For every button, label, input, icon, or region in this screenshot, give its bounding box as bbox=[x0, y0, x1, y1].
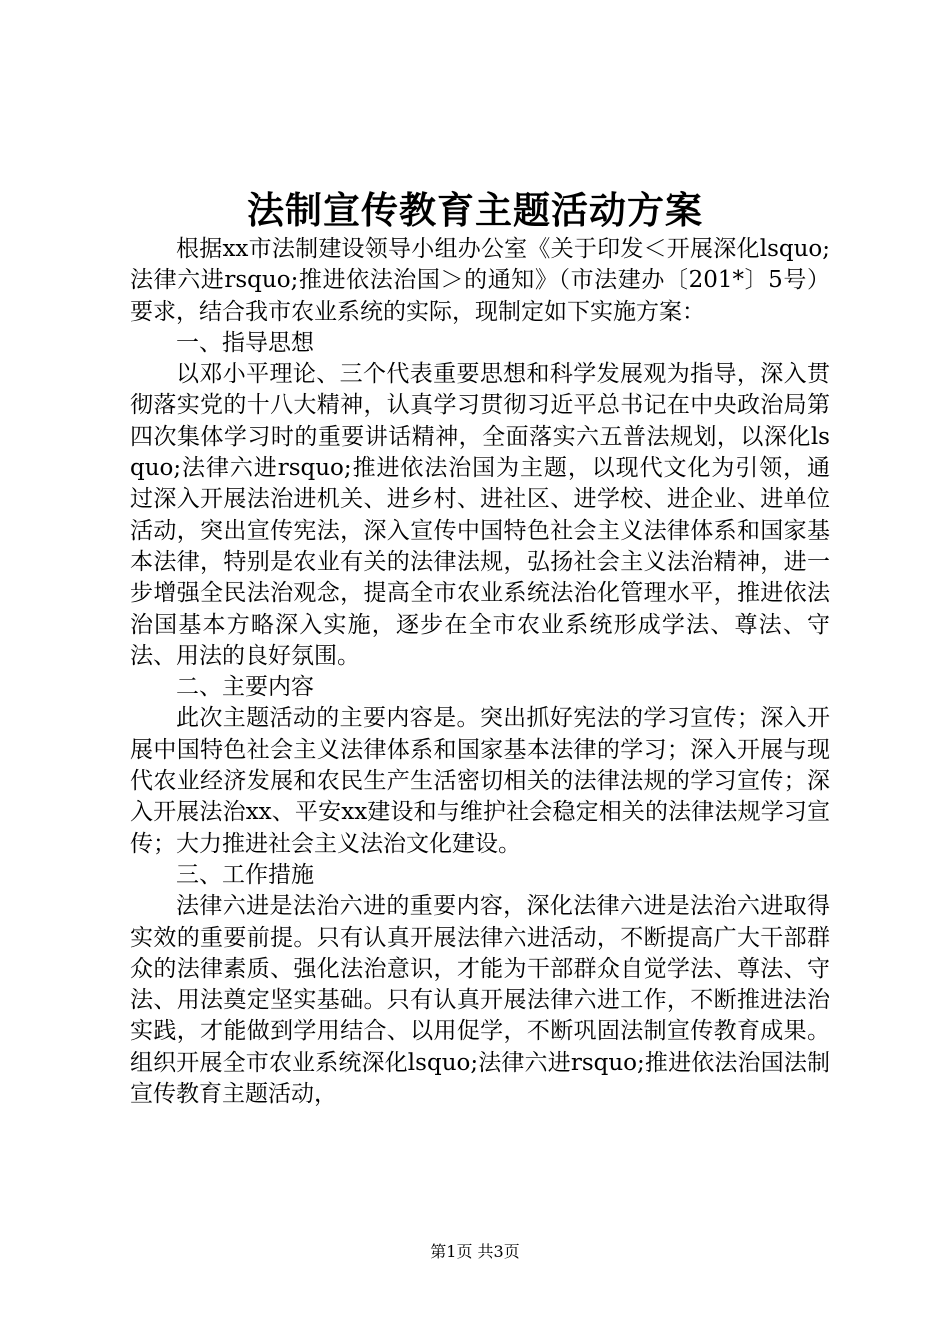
document-title: 法制宣传教育主题活动方案 bbox=[247, 188, 703, 232]
section-text-guiding-ideology: 以邓小平理论、三个代表重要思想和科学发展观为指导，深入贯彻落实党的十八大精神，认真学习贯彻习近平总书记在中央政治局第四次集体学习时的重要讲话精神，全面落实六五普法规划，以深化lsquo;法律六进rsquo;推进依法治国为主题，以现代文化为引领，通过深入开展法治进机关、进乡村、进社区、进学校、进企业、进单位活动，突出宣传宪法，深入宣传中国特色社会主义法律体系和国家基本法律，特别是农业有关的法律法规，弘扬社会主义法治精神，进一步增强全民法治观念，提高全市农业系统法治化管理水平，推进依法治国基本方略深入实施，逐步在全市农业系统形成学法、尊法、守法、用法的良好氛围。 bbox=[130, 361, 830, 669]
section-heading-guiding-ideology: 一、指导思想 bbox=[176, 329, 314, 356]
document-body bbox=[130, 234, 830, 1110]
section-text-work-measures: 法律六进是法治六进的重要内容，深化法律六进是法治六进取得实效的重要前提。只有认真开展法律六进活动，不断提高广大干部群众的法律素质、强化法治意识，才能为干部群众自觉学法、尊法、守法、用法奠定坚实基础。只有认真开展法律六进工作，不断推进法治实践，才能做到学用结合、以用促学，不断巩固法制宣传教育成果。组织开展全市农业系统深化lsquo;法律六进rsquo;推进依法治国法制宣传教育主题活动， bbox=[130, 893, 830, 1108]
section-heading-main-content: 二、主要内容 bbox=[176, 674, 314, 701]
intro-paragraph: 根据xx市法制建设领导小组办公室《关于印发＜开展深化lsquo;法律六进rsquo;推进依法治国＞的通知》（市法建办〔201*〕5号）要求，结合我市农业系统的实际，现制定如下实施方案： bbox=[130, 236, 830, 325]
section-text-main-content: 此次主题活动的主要内容是。突出抓好宪法的学习宣传；深入开展中国特色社会主义法律体系和国家基本法律的学习；深入开展与现代农业经济发展和农民生产生活密切相关的法律法规的学习宣传；深入开展法治xx、平安xx建设和与维护社会稳定相关的法律法规学习宣传；大力推进社会主义法治文化建设。 bbox=[130, 705, 830, 857]
page-number-footer: 第1页 共3页 bbox=[430, 1242, 520, 1261]
section-heading-work-measures: 三、工作措施 bbox=[176, 861, 314, 888]
